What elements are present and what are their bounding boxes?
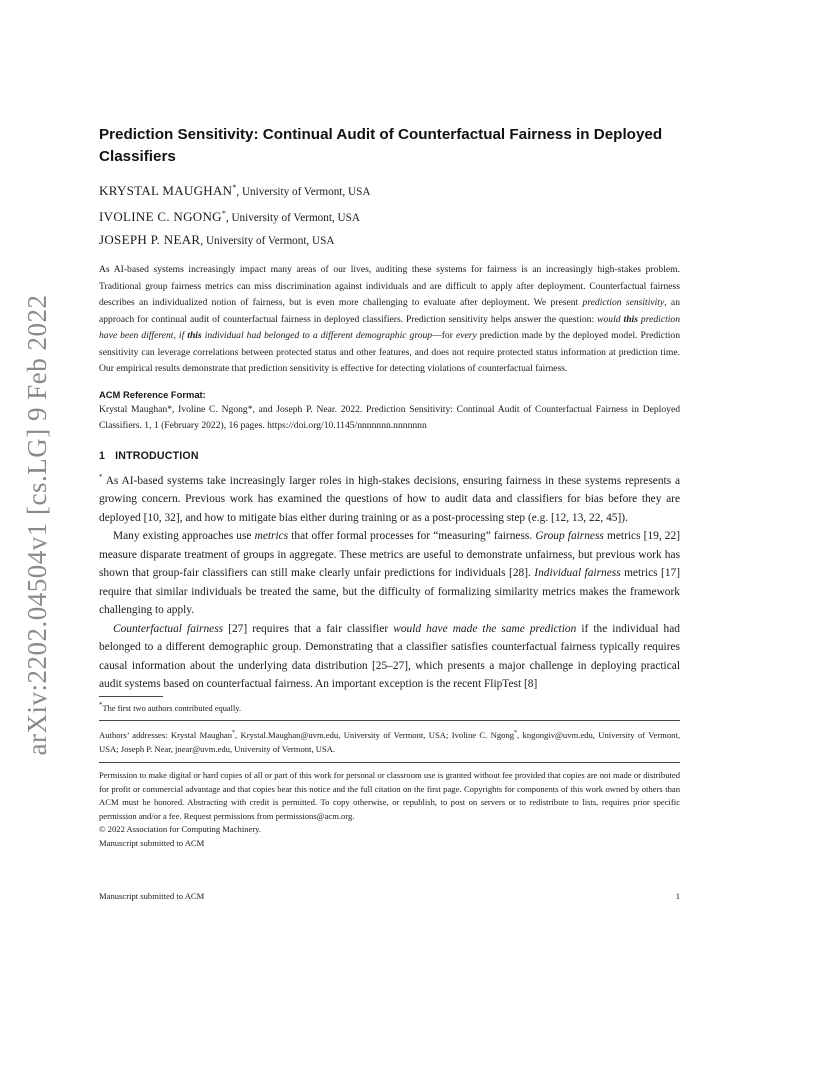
intro-paragraph-1 [99, 468, 680, 527]
author-name: IVOLINE C. NGONG [99, 209, 222, 225]
intro-text: Many existing approaches use [113, 530, 255, 543]
intro-paragraph-3 [99, 620, 680, 694]
author-name: JOSEPH P. NEAR [99, 232, 201, 248]
copyright-notice: © 2022 Association for Computing Machinery. [99, 824, 262, 835]
divider [99, 720, 680, 721]
divider [99, 762, 680, 763]
abstract-text: prediction made by the deployed model. Prediction sensitivity can leverage correlations between protected status and other features, and does not require protected status information at prediction time. Our empirical results demonstrate that prediction sensitivity is effective for detecting violations of counterfactual fairness. [99, 330, 680, 375]
addresses-mark: * [514, 730, 518, 737]
acm-reference-text: Krystal Maughan*, Ivoline C. Ngong*, and Joseph P. Near. 2022. Prediction Sensitivity: Continual Audit of Counterfactual Fairness in Deployed Classifiers. 1, 1 (February 2022), 16 pages. https://doi.org/10.1145/nnnnnnn.nnnnnnn [99, 403, 680, 432]
acm-reference-heading: ACM Reference Format: [99, 388, 206, 400]
intro-emphasis: would have made the same prediction [393, 622, 577, 635]
intro-text: if the individual had belonged to a different demographic group. Demonstrating that a classifier satisfies counterfactual fairness typically requires causal information about the underlying data distribution [25–27], which presents a major challenge in deploying practical audit systems based on counterfactual fairness. An important exception is the recent FlipTest [8] [99, 622, 681, 691]
footnote-mark: * [99, 700, 103, 709]
abstract-emphasis: prediction sensitivity [582, 297, 665, 309]
arxiv-identifier-text: arXiv:2202.04504v1 [cs.LG] 9 Feb 2022 [22, 294, 52, 756]
footnote-rule [99, 696, 163, 697]
abstract-text: , an approach for continual audit of counterfactual fairness in deployed classifiers. Prediction sensitivity helps answer the question: [99, 297, 680, 325]
addresses-mark: * [232, 730, 236, 737]
author-name: KRYSTAL MAUGHAN [99, 183, 233, 199]
section-number: 1 [99, 449, 106, 462]
intro-paragraph-2 [99, 527, 680, 620]
addresses-text: , Krystal.Maughan@uvm.edu, University of Vermont, USA; Ivoline C. Ngong [235, 730, 515, 741]
intro-text: that offer formal processes for “measuring” fairness. [288, 530, 536, 543]
authors-addresses [99, 727, 680, 756]
addresses-text: , kngongiv@uvm.edu, University of Vermont, USA; Joseph P. Near, jnear@uvm.edu, University of Vermont, USA. [99, 730, 680, 754]
footnote-text: The first two authors contributed equally. [102, 703, 242, 713]
abstract-text: As AI-based systems increasingly impact many areas of our lives, auditing these systems for fairness is an increasingly high-stakes problem. Traditional group fairness metrics can miss discrimination against individuals and are difficult to apply after deployment. Counterfactual fairness describes an individualized notion of fairness, but is even more challenging to evaluate after deployment. We present [99, 264, 680, 309]
addresses-text: Authors’ addresses: Krystal Maughan [99, 730, 233, 741]
abstract-question-text: prediction have been different, if [99, 313, 681, 342]
author-mark: * [232, 183, 237, 192]
intro-emphasis: Group fairness [535, 530, 604, 543]
author-affiliation: , University of Vermont, USA [200, 235, 335, 248]
intro-emphasis: Individual fairness [534, 567, 621, 580]
intro-text: metrics [19, 22] measure disparate treatment of groups in aggregate. These metrics are useful to demonstrate unfairness, but previous work has shown that group-fair classifiers can still make clearly unfair predictions for individuals [28]. [99, 530, 680, 580]
abstract-question-bold: this [623, 313, 638, 325]
intro-emphasis: metrics [254, 530, 289, 543]
page-footer [99, 891, 680, 901]
abstract-text: —for [432, 330, 456, 342]
author-affiliation: , University of Vermont, USA [225, 212, 360, 225]
intro-emphasis: Counterfactual fairness [113, 622, 224, 635]
footnote [99, 699, 680, 715]
manuscript-note: Manuscript submitted to ACM [99, 837, 205, 848]
author-mark: * [221, 209, 226, 219]
footer-left: Manuscript submitted to ACM [99, 891, 205, 901]
intro-text: [27] requires that a fair classifier [223, 622, 394, 635]
author-3 [99, 229, 680, 252]
abstract-question-text: would [597, 313, 624, 325]
page-number: 1 [675, 891, 680, 901]
arxiv-identifier-svg [16, 290, 60, 760]
abstract-emphasis: every [455, 330, 477, 342]
abstract-question-bold: this [187, 330, 202, 342]
author-1 [99, 177, 680, 203]
section-title: INTRODUCTION [115, 449, 199, 462]
intro-text: metrics [17] require that similar individuals be treated the same, but the difficulty of formalizing similarity metrics makes the framework challenging to apply. [99, 567, 681, 617]
paper-title: Prediction Sensitivity: Continual Audit of Counterfactual Fairness in Deployed Classifiers [99, 126, 663, 165]
abstract-question-text: individual had belonged to a different demographic group [201, 330, 433, 342]
permission-notice: Permission to make digital or hard copies of all or part of this work for personal or classroom use is granted without fee provided that copies are not made or distributed for profit or commercial advantage and that copies bear this notice and the full citation on the first page. Copyrights for components of this work owned by others than ACM must be honored. Abstracting with credit is permitted. To copy otherwise, or republish, to post on servers or to redistribute to lists, requires prior specific permission and/or a fee. Request permissions from permissions@acm.org. [99, 770, 680, 821]
author-2 [99, 203, 680, 229]
arxiv-identifier [16, 290, 60, 760]
intro-mark: * [99, 472, 103, 481]
paper-page [99, 124, 680, 850]
section-heading [99, 450, 680, 462]
author-affiliation: , University of Vermont, USA [236, 186, 371, 199]
intro-text: As AI-based systems take increasingly larger roles in high-stakes decisions, ensuring fairness in these systems represents a growing concern. Previous work has examined the questions of how to audit data and classifiers for bias before they are deployed [10, 32], and how to mitigate bias either during training or as a post-processing step (e.g. [12, 13, 22, 45]). [99, 474, 680, 524]
abstract [99, 262, 680, 378]
